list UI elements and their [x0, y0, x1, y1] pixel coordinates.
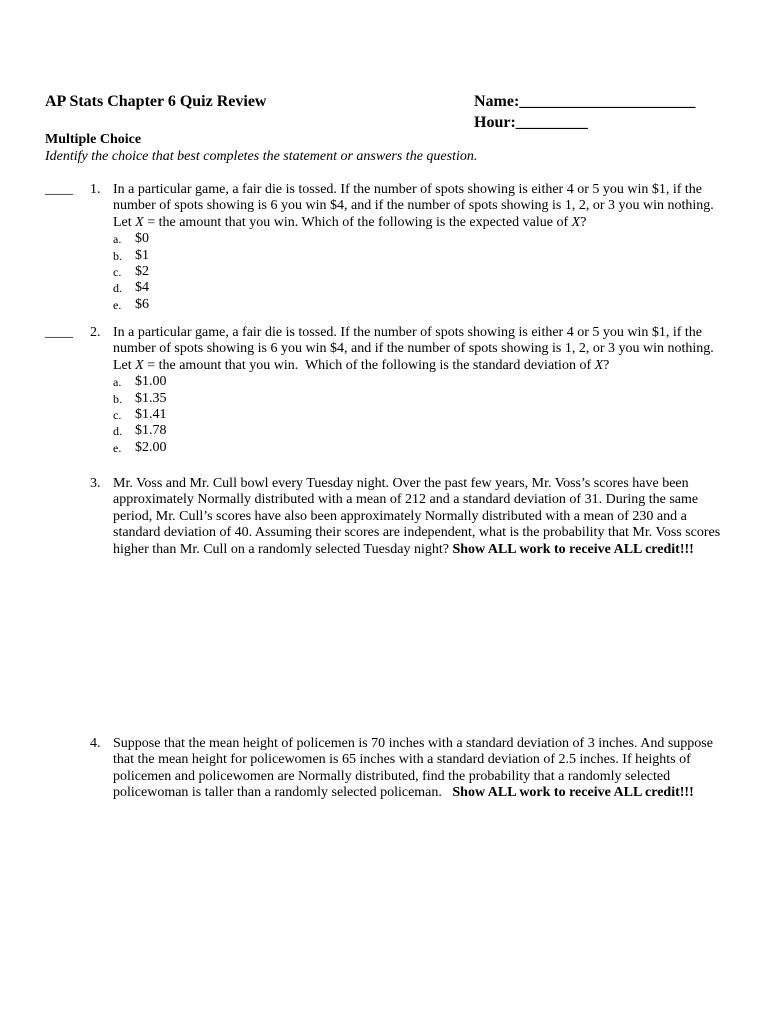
choice-letter: b. — [113, 391, 122, 406]
choice-list — [113, 374, 733, 456]
stem-line: In a particular game, a fair die is tossed. If the number of spots showing is either 4 or 5 you win $1, if the — [113, 182, 703, 197]
choice-list — [113, 231, 733, 313]
choice-e — [113, 297, 733, 313]
stem-line: approximately Normally distributed with a mean of 212 and a standard deviation of 31. During the same — [113, 492, 699, 508]
choice-text: $0 — [135, 231, 149, 247]
stem-line — [113, 542, 738, 558]
stem-text: higher than Mr. Cull on a randomly selected Tuesday night? — [113, 541, 449, 557]
choice-b — [113, 248, 733, 264]
question-number: 1. — [90, 182, 101, 197]
answer-blank: ____ — [45, 182, 73, 197]
work-instruction: Show ALL work to receive ALL credit!!! — [452, 785, 694, 801]
choice-e — [113, 440, 733, 456]
question-body — [113, 476, 738, 558]
choice-letter: c. — [113, 265, 122, 279]
choice-letter: e. — [113, 297, 122, 312]
choice-text: $1.78 — [135, 423, 167, 439]
stem-line: policemen and policewomen are Normally distributed, find the probability that a randomly selected — [113, 768, 671, 784]
question-number: 4. — [90, 736, 101, 751]
section-heading: Multiple Choice — [45, 132, 142, 147]
choice-d — [113, 423, 733, 439]
stem-line: Mr. Voss and Mr. Cull bowl every Tuesday night. Over the past few years, Mr. Voss’s scores have been — [113, 476, 689, 491]
choice-c — [113, 407, 733, 423]
question-body — [113, 182, 733, 313]
question-body — [113, 325, 733, 456]
stem-line: period, Mr. Cull’s scores have also been approximately Normally distributed with a mean of 230 and a — [113, 508, 687, 524]
answer-blank: ____ — [45, 325, 73, 340]
stem-line: Let X = the amount that you win. Which of the following is the standard deviation of X? — [113, 357, 610, 373]
choice-text: $2 — [135, 264, 149, 279]
question-stem — [113, 736, 733, 802]
choice-a — [113, 374, 733, 390]
question-body — [113, 736, 733, 802]
question-stem — [113, 325, 733, 374]
choice-letter: d. — [113, 281, 122, 296]
choice-text: $1.35 — [135, 390, 167, 406]
work-instruction: Show ALL work to receive ALL credit!!! — [452, 541, 694, 557]
choice-text: $6 — [135, 296, 149, 312]
choice-letter: b. — [113, 248, 122, 263]
choice-letter: c. — [113, 408, 122, 422]
name-field-label: Name:______________________ — [474, 93, 696, 110]
question-stem — [113, 476, 738, 558]
stem-line: Let X = the amount that you win. Which of the following is the expected value of X? — [113, 214, 587, 230]
choice-text: $1 — [135, 247, 149, 263]
hour-field-label: Hour:_________ — [474, 114, 588, 131]
choice-b — [113, 391, 733, 407]
choice-letter: a. — [113, 232, 122, 247]
choice-letter: a. — [113, 375, 122, 390]
choice-text: $2.00 — [135, 439, 167, 455]
stem-line: number of spots showing is 6 you win $4, and if the number of spots showing is 1, 2, or 3 you win nothing. — [113, 341, 714, 357]
question-number: 2. — [90, 325, 101, 340]
choice-text: $4 — [135, 280, 149, 296]
choice-c — [113, 264, 733, 280]
choice-letter: e. — [113, 440, 122, 455]
stem-line: number of spots showing is 6 you win $4, and if the number of spots showing is 1, 2, or 3 you win nothing. — [113, 198, 714, 214]
choice-a — [113, 231, 733, 247]
stem-line: standard deviation of 40. Assuming their scores are independent, what is the probability that Mr. Voss scores — [113, 525, 721, 541]
choice-text: $1.41 — [135, 407, 167, 422]
stem-line: In a particular game, a fair die is tossed. If the number of spots showing is either 4 or 5 you win $1, if the — [113, 325, 703, 340]
section-instructions: Identify the choice that best completes the statement or answers the question. — [45, 149, 478, 164]
stem-text: policewoman is taller than a randomly selected policeman. — [113, 785, 442, 801]
stem-line: that the mean height for policewomen is 65 inches with a standard deviation of 2.5 inches. If heights of — [113, 752, 691, 768]
choice-text: $1.00 — [135, 374, 167, 390]
question-stem — [113, 182, 733, 231]
choice-letter: d. — [113, 424, 122, 439]
choice-d — [113, 280, 733, 296]
stem-line — [113, 785, 733, 801]
stem-line: Suppose that the mean height of policemen is 70 inches with a standard deviation of 3 inches. And suppose — [113, 736, 713, 751]
document-title: AP Stats Chapter 6 Quiz Review — [45, 93, 267, 110]
question-number: 3. — [90, 476, 101, 491]
